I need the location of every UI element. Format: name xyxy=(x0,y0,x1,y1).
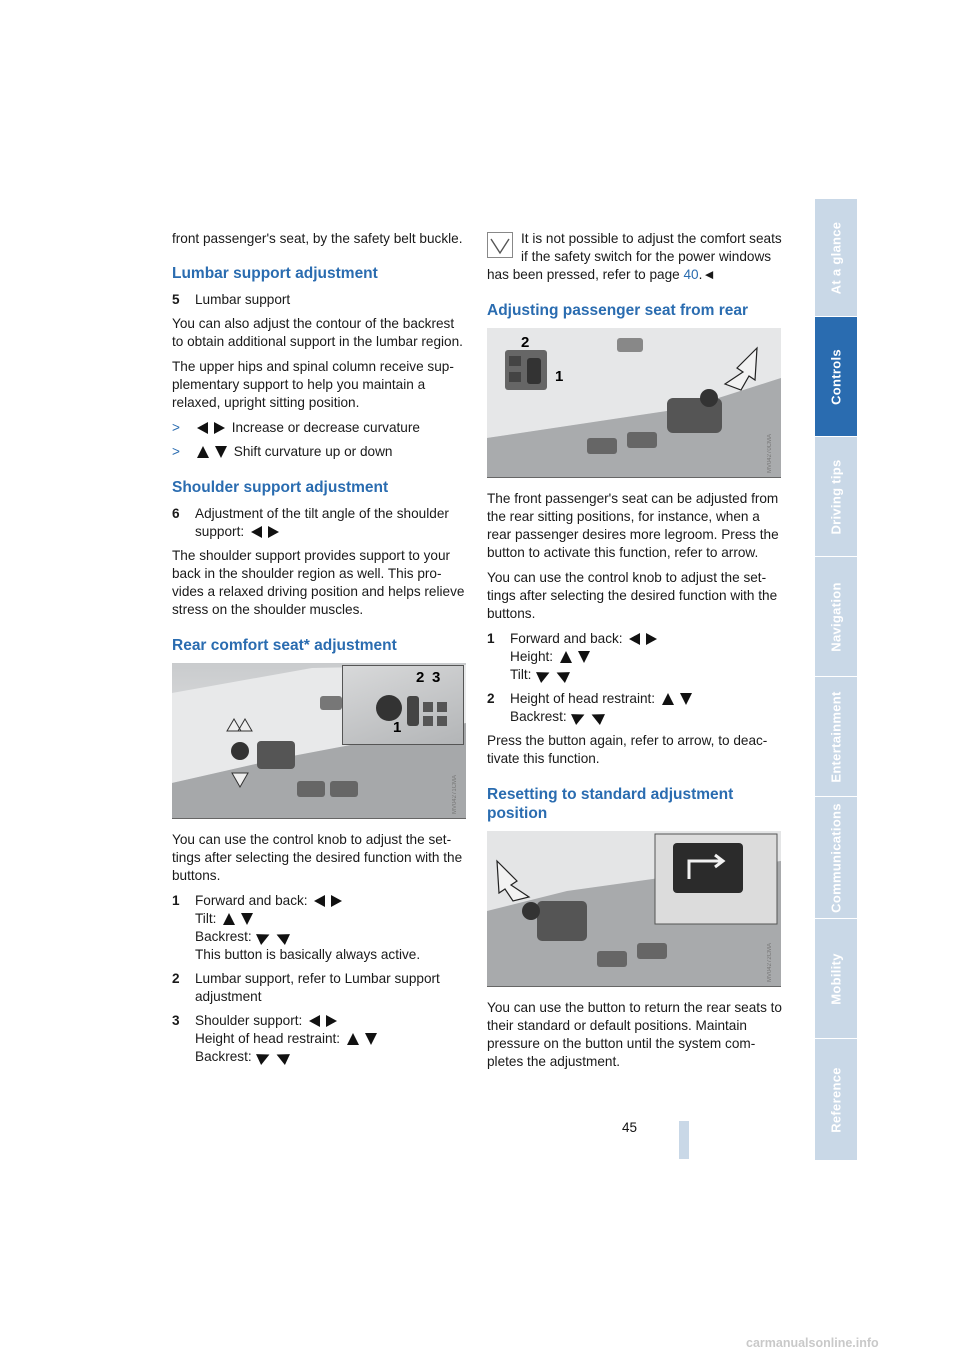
passenger-seat-figure xyxy=(487,328,781,478)
arrow-down-icon xyxy=(241,913,253,925)
page-number-bar xyxy=(679,1121,689,1159)
bullet-text: Increase or decrease curvature xyxy=(231,420,420,435)
arrow-right-icon xyxy=(268,526,279,538)
arrow-down-icon xyxy=(578,651,590,663)
item-line: This button is basically always active. xyxy=(195,947,421,962)
tab-label: Navigation xyxy=(828,581,844,652)
item-line: Backrest: xyxy=(195,929,252,944)
tab-at-a-glance[interactable] xyxy=(815,198,857,316)
tab-label: Communications xyxy=(828,802,844,913)
tab-communications[interactable] xyxy=(815,796,857,918)
item-line: Height: xyxy=(510,649,554,664)
passenger-item-1 xyxy=(487,630,783,684)
arrow-up-icon xyxy=(347,1033,359,1045)
bullet-mark: > xyxy=(172,444,180,459)
lumbar-item xyxy=(172,291,468,309)
note-triangle-icon xyxy=(487,232,513,258)
rear-item-3 xyxy=(172,1012,468,1066)
rear-paragraph: You can use the control knob to adjust the set-tings after selecting the desired function with the buttons. xyxy=(172,832,463,883)
reset-figure xyxy=(487,831,781,987)
lumbar-heading: Lumbar support adjustment xyxy=(172,265,378,282)
item-line: Backrest: xyxy=(510,709,567,724)
rear-heading: Rear comfort seat* adjustment xyxy=(172,637,397,654)
item-number: 2 xyxy=(487,691,495,706)
item-line: Forward and back: xyxy=(195,893,308,908)
arrow-tilt-back-icon xyxy=(256,929,272,945)
figure-label-1: 1 xyxy=(393,719,402,736)
note-paragraph xyxy=(487,230,783,284)
bullet-shift xyxy=(172,443,468,461)
arrow-tilt-back-icon xyxy=(571,709,587,725)
page-reference-link[interactable]: 40 xyxy=(683,267,699,282)
shoulder-paragraph: The shoulder support provides support to your back in the shoulder region as well. This pro-vides a relaxed driving position and helps relieve stress on the shoulder muscles. xyxy=(172,548,465,617)
arrow-left-icon xyxy=(197,422,208,434)
item-number: 3 xyxy=(172,1013,180,1028)
tab-label: Mobility xyxy=(828,952,844,1005)
figure-code: MV04270CMA xyxy=(767,433,773,473)
passenger-paragraph-1: The front passenger's seat can be adjusted from the rear sitting positions, for instance, when a rear passenger desires more legroom. Press the button to activate this function, refer to arrow. xyxy=(487,491,779,560)
arrow-up-icon xyxy=(223,913,235,925)
tab-driving-tips[interactable] xyxy=(815,436,857,556)
tab-reference[interactable] xyxy=(815,1038,857,1160)
tab-controls[interactable] xyxy=(815,316,857,436)
arrow-up-icon xyxy=(662,693,674,705)
item-number: 1 xyxy=(172,893,180,908)
tab-label: Driving tips xyxy=(828,458,844,535)
arrow-right-icon xyxy=(646,633,657,645)
item-line: Tilt: xyxy=(510,667,532,682)
item-label: Lumbar support xyxy=(195,292,291,307)
figure-label-2: 2 xyxy=(416,669,425,686)
passenger-seat-illustration xyxy=(487,328,781,478)
arrow-tilt-forward-icon xyxy=(274,1049,290,1065)
figure-label-3: 3 xyxy=(432,669,441,686)
tab-label: At a glance xyxy=(828,221,844,294)
tab-navigation[interactable] xyxy=(815,556,857,676)
passenger-paragraph-3: Press the button again, refer to arrow, to deac-tivate this function. xyxy=(487,733,768,766)
item-line: Tilt: xyxy=(195,911,217,926)
item-number: 1 xyxy=(487,631,495,646)
item-line: Height of head restraint: xyxy=(510,691,656,706)
arrow-left-icon xyxy=(309,1015,320,1027)
tab-label: Controls xyxy=(828,348,844,405)
shoulder-heading: Shoulder support adjustment xyxy=(172,479,389,496)
reset-illustration xyxy=(487,831,781,987)
lumbar-paragraph-2: The upper hips and spinal column receive sup-plementary support to help you maintain a relaxed, upright sitting position. xyxy=(172,359,454,410)
figure-code: MV04271CMA xyxy=(452,774,458,814)
item-number: 6 xyxy=(172,506,180,521)
arrow-tilt-back-icon xyxy=(256,1049,272,1065)
item-line: Forward and back: xyxy=(510,631,623,646)
item-line: support: xyxy=(195,524,245,539)
arrow-up-icon xyxy=(560,651,572,663)
item-line: Shoulder support: xyxy=(195,1013,303,1028)
passenger-item-2 xyxy=(487,690,783,726)
figure-code: MV04272CMA xyxy=(767,942,773,982)
item-number: 2 xyxy=(172,971,180,986)
arrow-tilt-back-icon xyxy=(536,667,552,683)
figure-label-2: 2 xyxy=(521,334,530,351)
reset-heading: Resetting to standard adjustment position xyxy=(487,786,734,822)
arrow-tilt-forward-icon xyxy=(589,709,605,725)
page-number: 45 xyxy=(622,1120,638,1135)
arrow-right-icon xyxy=(214,422,225,434)
passenger-heading: Adjusting passenger seat from rear xyxy=(487,302,748,319)
tab-entertainment[interactable] xyxy=(815,676,857,796)
bullet-mark: > xyxy=(172,420,180,435)
reset-paragraph: You can use the button to return the rear seats to their standard or default positions. Maintain pressure on the button until the system com-pletes the adjustment. xyxy=(487,1000,782,1069)
arrow-up-icon xyxy=(197,446,209,458)
intro-text: front passenger's seat, by the safety belt buckle. xyxy=(172,231,463,246)
arrow-right-icon xyxy=(331,895,342,907)
arrow-tilt-forward-icon xyxy=(274,929,290,945)
tab-mobility[interactable] xyxy=(815,918,857,1038)
arrow-left-icon xyxy=(629,633,640,645)
note-end-mark: .◄ xyxy=(698,267,716,282)
arrow-tilt-forward-icon xyxy=(554,667,570,683)
right-column xyxy=(487,230,783,1078)
item-text: Lumbar support, refer to Lumbar support adjustment xyxy=(195,971,440,1004)
rear-seat-figure xyxy=(172,663,466,819)
left-column xyxy=(172,230,468,1072)
tab-label: Entertainment xyxy=(828,690,844,783)
lumbar-paragraph-1: You can also adjust the contour of the backrest to obtain additional support in the lumbar region. xyxy=(172,316,463,349)
item-line: Adjustment of the tilt angle of the shoulder xyxy=(195,506,449,521)
arrow-down-icon xyxy=(365,1033,377,1045)
detail-inset xyxy=(342,665,464,745)
shoulder-item xyxy=(172,505,468,541)
arrow-left-icon xyxy=(314,895,325,907)
arrow-right-icon xyxy=(326,1015,337,1027)
passenger-paragraph-2: You can use the control knob to adjust the set-tings after selecting the desired function with the buttons. xyxy=(487,570,778,621)
arrow-down-icon xyxy=(215,446,227,458)
watermark: carmanualsonline.info xyxy=(746,1336,879,1350)
bullet-text: Shift curvature up or down xyxy=(233,444,393,459)
tab-label: Reference xyxy=(828,1066,844,1133)
figure-label-1: 1 xyxy=(555,368,564,385)
item-line: Backrest: xyxy=(195,1049,252,1064)
item-number: 5 xyxy=(172,292,180,307)
note-text: It is not possible to adjust the comfort seats if the safety switch for the power windows has been pressed, refer to page xyxy=(487,231,782,282)
arrow-left-icon xyxy=(251,526,262,538)
arrow-down-icon xyxy=(680,693,692,705)
bullet-curvature xyxy=(172,419,468,437)
rear-item-1 xyxy=(172,892,468,964)
rear-item-2 xyxy=(172,970,468,1006)
item-line: Height of head restraint: xyxy=(195,1031,341,1046)
